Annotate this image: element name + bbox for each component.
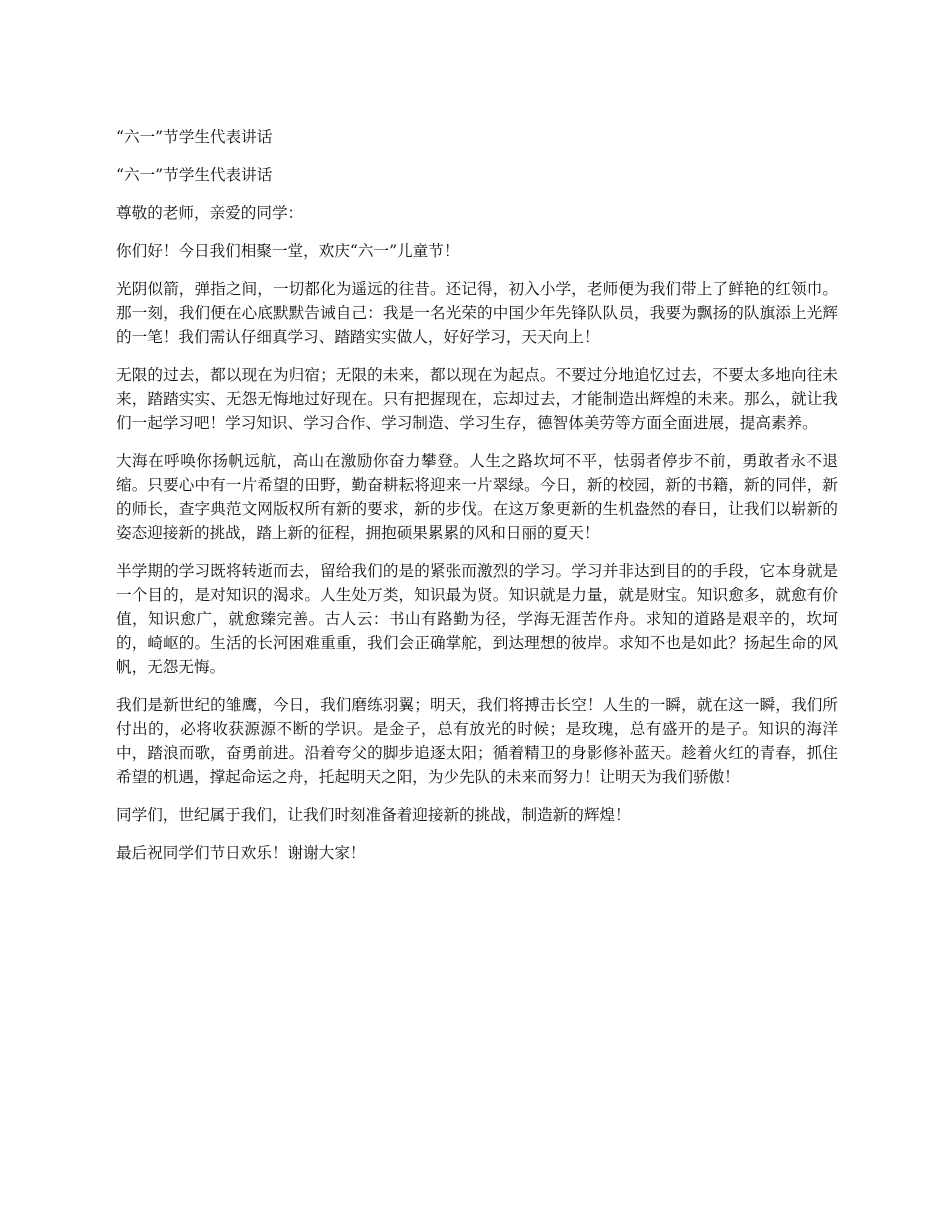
call-to-action-paragraph: 同学们，世纪属于我们，让我们时刻准备着迎接新的挑战，制造新的辉煌！ — [116, 806, 631, 824]
opening-paragraph: 你们好！今日我们相聚一堂，欢庆“六一”儿童节！ — [116, 242, 460, 260]
greeting-paragraph: 尊敬的老师，亲爱的同学： — [116, 204, 304, 222]
closing-paragraph: 最后祝同学们节日欢乐！谢谢大家！ — [116, 844, 366, 862]
body-paragraph: 大海在呼唤你扬帆远航，高山在激励你奋力攀登。人生之路坎坷不平，怯弱者停步不前，勇敢者永不退缩。只要心中有一片希望的田野，勤奋耕耘将迎来一片翠绿。今日，新的校园，新的书籍，新的同伴，新的师长，查字典范文网版权所有新的要求，新的步伐。在这万象更新的生机盎然的春日，让我们以崭新的姿态迎接新的挑战，踏上新的征程，拥抱硕果累累的风和日丽的夏天！ — [116, 452, 838, 542]
document-subtitle: “六一”节学生代表讲话 — [116, 166, 273, 184]
document-title: “六一”节学生代表讲话 — [116, 128, 273, 146]
body-paragraph: 我们是新世纪的雏鹰，今日，我们磨练羽翼；明天，我们将搏击长空！人生的一瞬，就在这一瞬，我们所付出的，必将收获源源不断的学识。是金子，总有放光的时候；是玫瑰，总有盛开的是子。知识的海洋中，踏浪而歌，奋勇前进。沿着夸父的脚步追逐太阳；循着精卫的身影修补蓝天。趁着火红的青春，抓住希望的机遇，撑起命运之舟，托起明天之阳，为少先队的未来而努力！让明天为我们骄傲！ — [116, 696, 838, 786]
body-paragraph: 半学期的学习既将转逝而去，留给我们的是的紧张而激烈的学习。学习并非达到目的的手段，它本身就是一个目的，是对知识的渴求。人生处万类，知识最为贤。知识就是力量，就是财宝。知识愈多，就愈有价值，知识愈广，就愈臻完善。古人云：书山有路勤为径，学海无涯苦作舟。求知的道路是艰辛的，坎坷的，崎岖的。生活的长河困难重重，我们会正确掌舵，到达理想的彼岸。求知不也是如此？扬起生命的风帆，无怨无悔。 — [116, 562, 838, 676]
body-paragraph: 光阴似箭，弹指之间，一切都化为遥远的往昔。还记得，初入小学，老师便为我们带上了鲜艳的红领巾。那一刻，我们便在心底默默告诫自己：我是一名光荣的中国少年先锋队队员，我要为飘扬的队旗添上光辉的一笔！我们需认仔细真学习、踏踏实实做人，好好学习，天天向上！ — [116, 280, 838, 346]
body-paragraph: 无限的过去，都以现在为归宿；无限的未来，都以现在为起点。不要过分地追忆过去，不要太多地向往未来，踏踏实实、无怨无悔地过好现在。只有把握现在，忘却过去，才能制造出辉煌的未来。那么，就让我们一起学习吧！学习知识、学习合作、学习制造、学习生存，德智体美劳等方面全面进展，提高素养。 — [116, 366, 838, 432]
